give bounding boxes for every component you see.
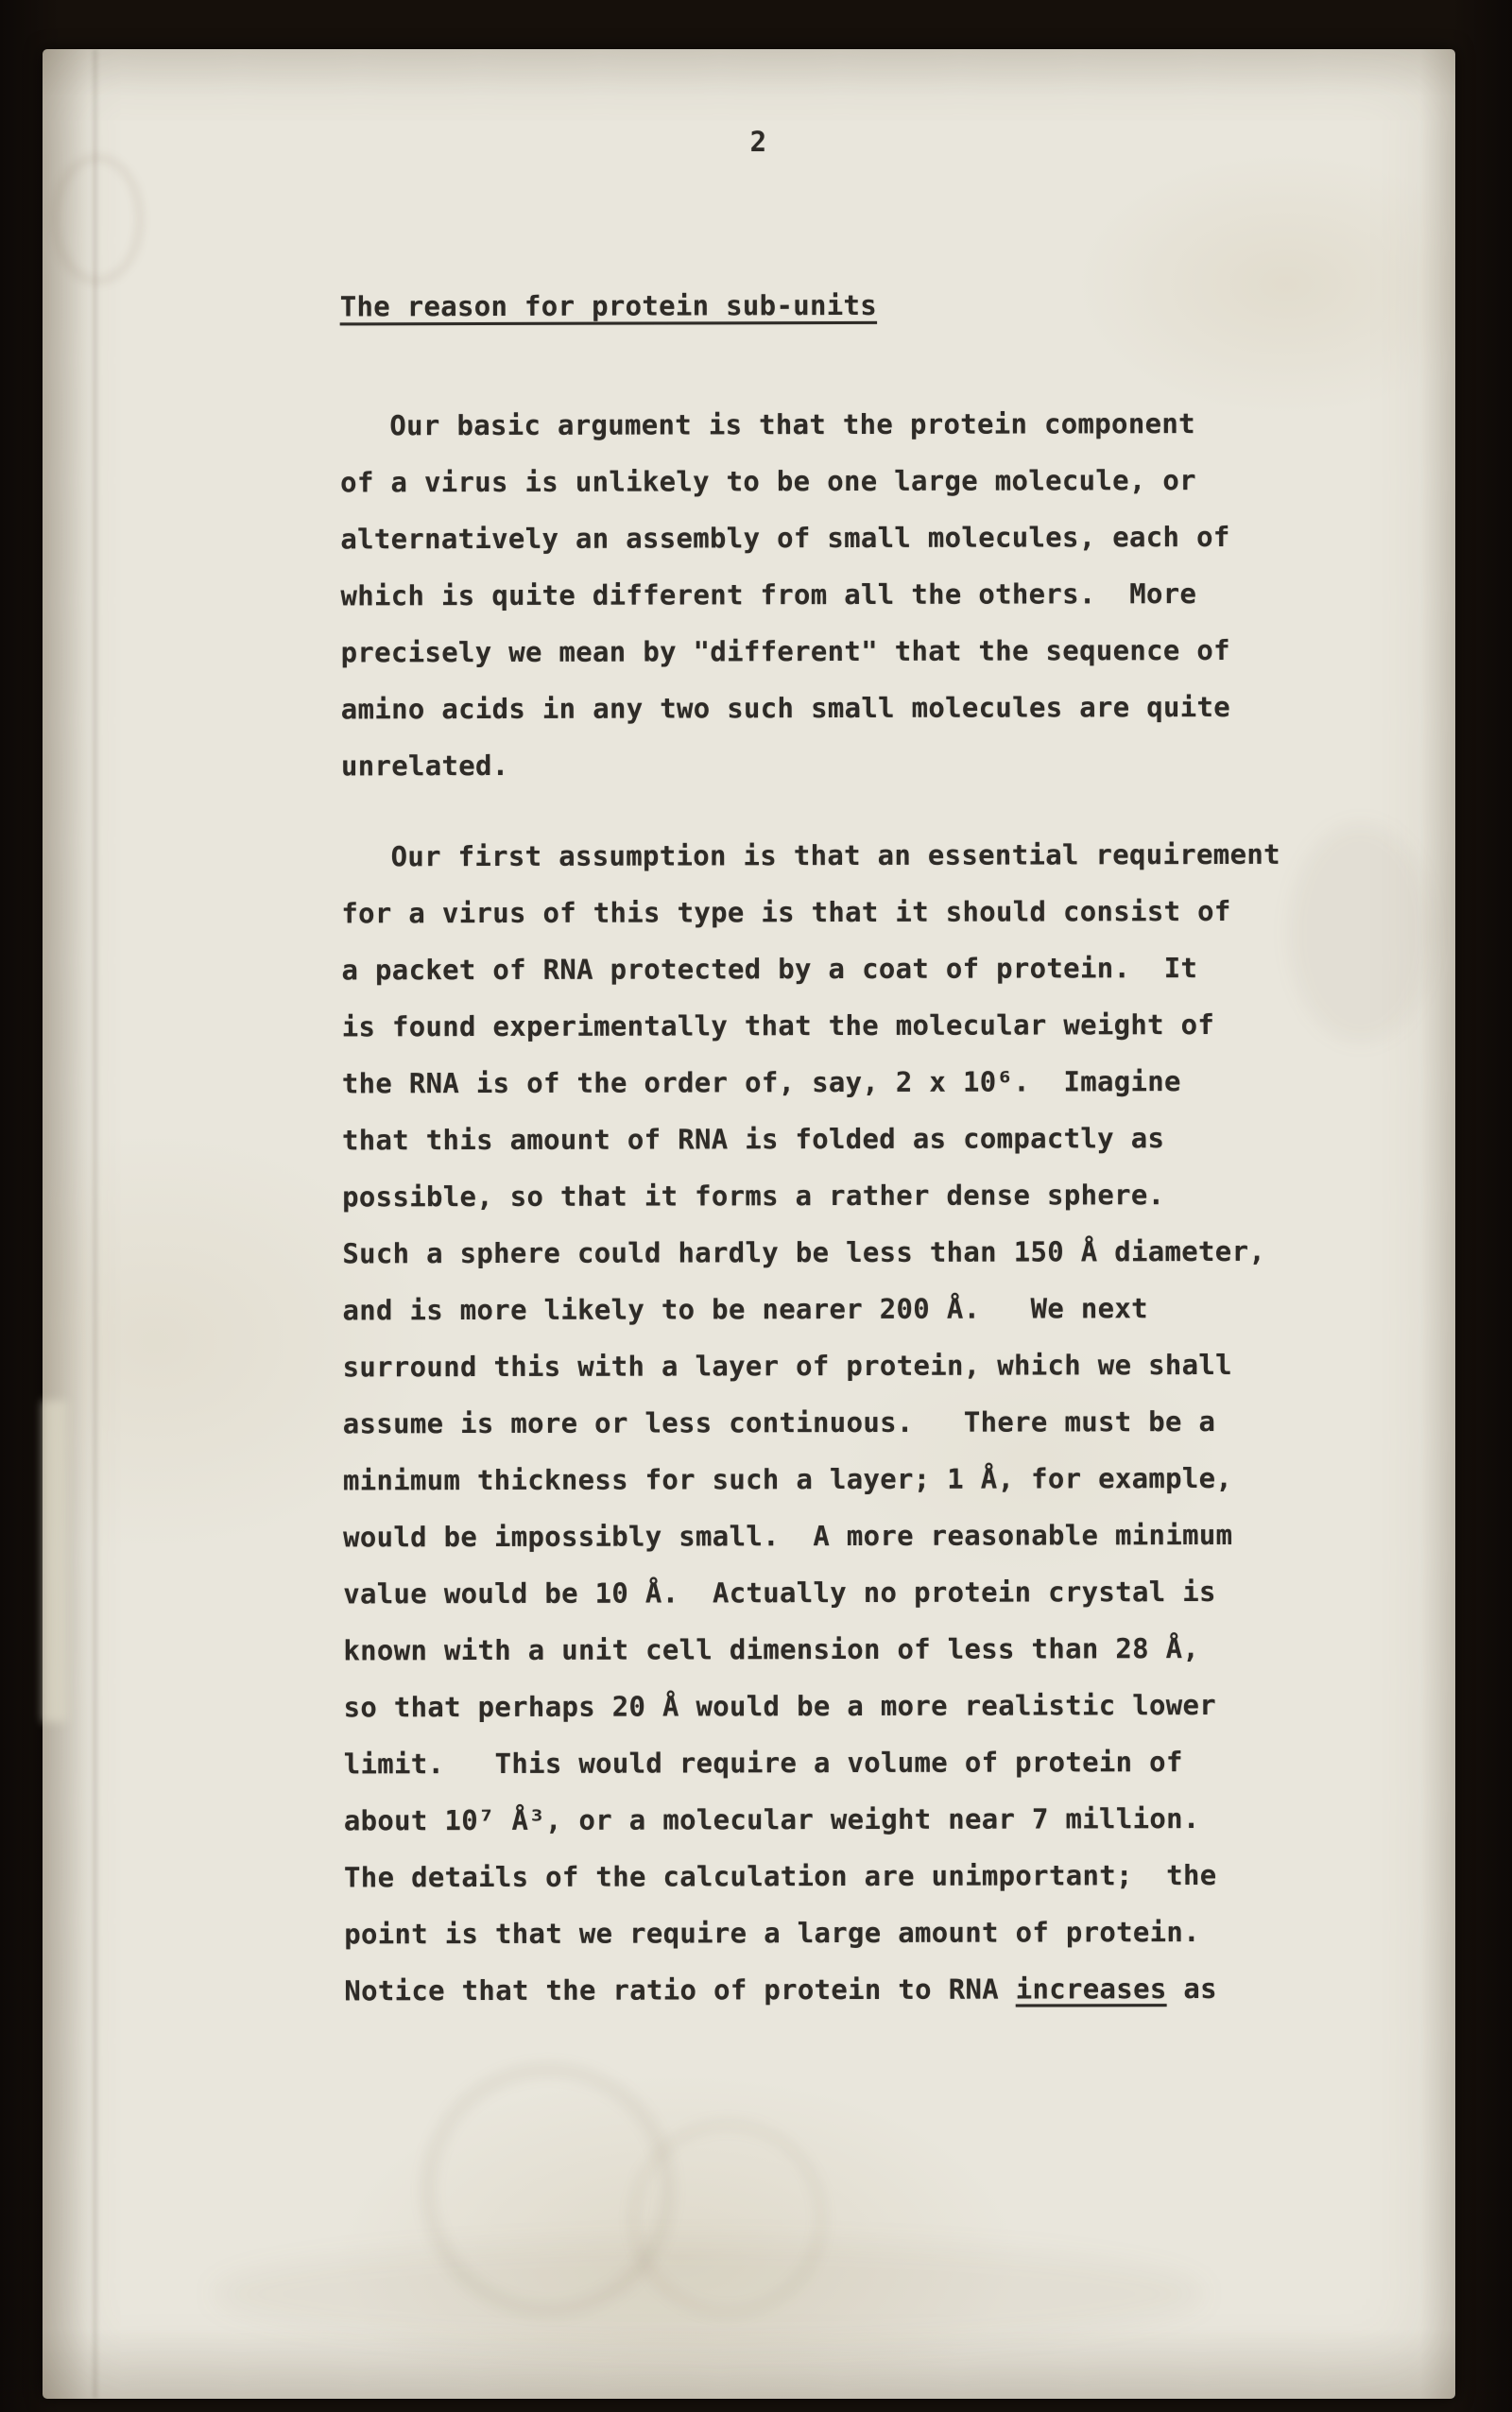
text-line: known with a unit cell dimension of less than 28 Å, xyxy=(343,1632,1200,1667)
typed-text-block xyxy=(340,276,1347,2020)
text-line: and is more likely to be nearer 200 Å. We next xyxy=(342,1292,1148,1327)
bleed-through-mark xyxy=(421,2062,676,2317)
text-line: assume is more or less continuous. There must be a xyxy=(342,1404,1216,1440)
text-line: surround this with a layer of protein, which we shall xyxy=(342,1348,1232,1384)
text-line: so that perhaps 20 Å would be a more realistic lower xyxy=(343,1688,1217,1724)
scan-light-streak xyxy=(43,1401,67,1722)
underlined-word: increases xyxy=(1015,1973,1167,2006)
text-line: would be impossibly small. A more reasonable minimum xyxy=(343,1518,1233,1554)
text-line xyxy=(344,1960,1346,2020)
text-line: which is quite different from all the others. More xyxy=(340,577,1197,612)
text-line: about 10⁷ Å³, or a molecular weight near 7 million. xyxy=(343,1802,1200,1837)
text-line: point is that we require a large amount of protein. xyxy=(344,1916,1200,1951)
text-line: that this amount of RNA is folded as compactly as xyxy=(341,1122,1165,1157)
text-line: is found experimentally that the molecular weight of xyxy=(341,1008,1215,1043)
section-heading: The reason for protein sub-units xyxy=(339,288,878,323)
text-line: precisely we mean by "different" that the sequence of xyxy=(340,633,1230,669)
text-segment: Notice that the ratio of protein to RNA xyxy=(344,1973,1016,2007)
text-line: The details of the calculation are unimportant; the xyxy=(343,1858,1217,1894)
document-page xyxy=(43,49,1455,2399)
text-line: unrelated. xyxy=(340,749,509,783)
text-line: amino acids in any two such small molecules are quite xyxy=(340,690,1231,726)
paper-crease xyxy=(92,49,98,2399)
text-segment: as xyxy=(1166,1972,1217,2006)
text-line: value would be 10 Å. Actually no protein crystal is xyxy=(343,1575,1216,1611)
text-line: the RNA is of the order of, say, 2 x 10⁶. Imagine xyxy=(341,1065,1181,1100)
text-line: minimum thickness for such a layer; 1 Å, for example, xyxy=(342,1461,1233,1497)
bleed-through-mark xyxy=(213,2242,1205,2346)
paragraph xyxy=(341,826,1346,2020)
bleed-through-mark xyxy=(628,2119,827,2317)
page-number: 2 xyxy=(749,126,767,158)
text-line: for a virus of this type is that it should consist of xyxy=(341,894,1231,930)
text-line: possible, so that it forms a rather dense sphere. xyxy=(342,1179,1165,1214)
text-line: limit. This would require a volume of protein of xyxy=(343,1746,1183,1781)
text-line: of a virus is unlikely to be one large molecule, or xyxy=(340,464,1196,499)
text-line: Our basic argument is that the protein component xyxy=(389,407,1195,442)
text-line: Such a sphere could hardly be less than 150 Å diameter, xyxy=(342,1234,1266,1270)
text-line: Our first assumption is that an essential requirement xyxy=(390,837,1280,873)
paragraph xyxy=(340,395,1343,795)
text-line: alternatively an assembly of small molecules, each of xyxy=(340,520,1230,556)
text-line: a packet of RNA protected by a coat of protein. It xyxy=(341,952,1198,987)
